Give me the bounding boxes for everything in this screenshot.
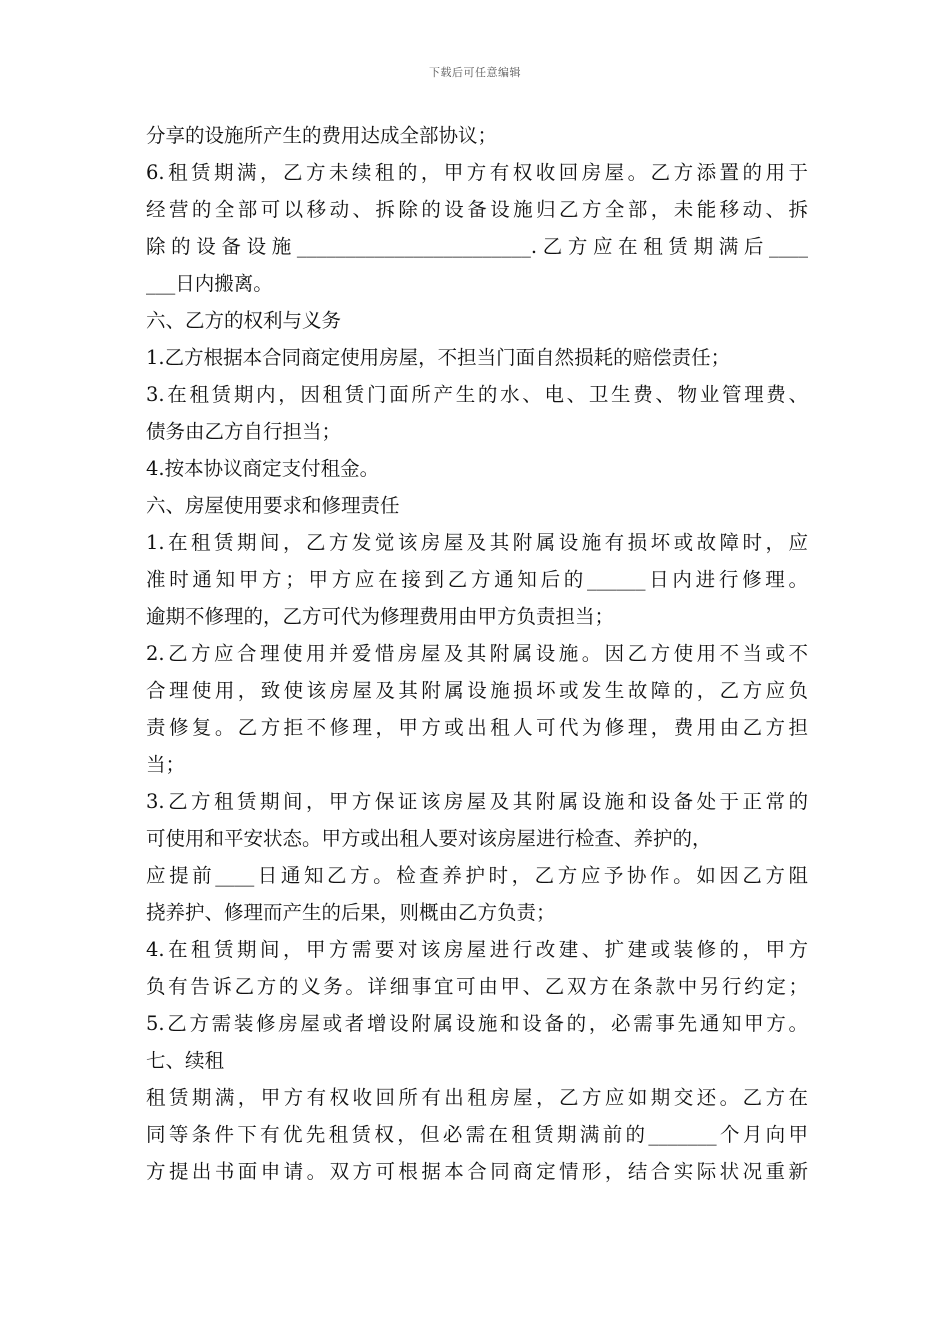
- text-line: 租赁期满，甲方有权收回所有出租房屋，乙方应如期交还。乙方在: [146, 1086, 808, 1109]
- text-line: 分享的设施所产生的费用达成全部协议；: [146, 124, 498, 147]
- text-line: 2.乙方应合理使用并爱惜房屋及其附属设施。因乙方使用不当或不: [146, 642, 808, 665]
- text-line: 5.乙方需装修房屋或者增设附属设施和设备的，必需事先通知甲方。: [146, 1012, 808, 1035]
- text-line: 逾期不修理的，乙方可代为修理费用由甲方负责担当；: [146, 605, 615, 628]
- text-line: 六、房屋使用要求和修理责任: [146, 494, 400, 517]
- text-line: 3.在租赁期内，因租赁门面所产生的水、电、卫生费、物业管理费、: [146, 383, 808, 406]
- text-line: 应提前____日通知乙方。检查养护时，乙方应予协作。如因乙方阻: [146, 864, 808, 887]
- text-line: 方提出书面申请。双方可根据本合同商定情形，结合实际状况重新: [146, 1160, 808, 1183]
- text-line: 4.在租赁期间，甲方需要对该房屋进行改建、扩建或装修的，甲方: [146, 938, 808, 961]
- text-line: 1.在租赁期间，乙方发觉该房屋及其附属设施有损坏或故障时，应: [146, 531, 808, 554]
- text-line: 挠养护、修理而产生的后果，则概由乙方负责；: [146, 901, 556, 924]
- text-line: ___日内搬离。: [146, 272, 273, 295]
- text-line: 同等条件下有优先租赁权，但必需在租赁期满前的_______个月向甲: [146, 1123, 808, 1146]
- text-line: 可使用和平安状态。甲方或出租人要对该房屋进行检查、养护的，: [146, 827, 712, 850]
- text-line: 合理使用，致使该房屋及其附属设施损坏或发生故障的，乙方应负: [146, 679, 808, 702]
- text-line: 六、乙方的权利与义务: [146, 309, 342, 332]
- text-line: 4.按本协议商定支付租金。: [146, 457, 380, 480]
- page-header-note: 下载后可任意编辑: [429, 66, 521, 79]
- text-line: 负有告诉乙方的义务。详细事宜可由甲、乙双方在条款中另行约定；: [146, 975, 808, 998]
- text-line: 3.乙方租赁期间，甲方保证该房屋及其附属设施和设备处于正常的: [146, 790, 808, 813]
- text-line: 6.租赁期满，乙方未续租的，甲方有权收回房屋。乙方添置的用于: [146, 161, 808, 184]
- text-line: 七、续租: [146, 1049, 225, 1072]
- text-line: 债务由乙方自行担当；: [146, 420, 342, 443]
- text-line: 1.乙方根据本合同商定使用房屋，不担当门面自然损耗的赔偿责任；: [146, 346, 731, 369]
- text-line: 当；: [146, 753, 186, 776]
- text-line: 责修复。乙方拒不修理，甲方或出租人可代为修理，费用由乙方担: [146, 716, 808, 739]
- document-body: [146, 117, 808, 1190]
- text-line: 准时通知甲方；甲方应在接到乙方通知后的______日内进行修理。: [146, 568, 808, 591]
- text-line: 经营的全部可以移动、拆除的设备设施归乙方全部，未能移动、拆: [146, 198, 808, 221]
- text-line: 除的设备设施________________________.乙方应在租赁期满后____: [146, 235, 808, 258]
